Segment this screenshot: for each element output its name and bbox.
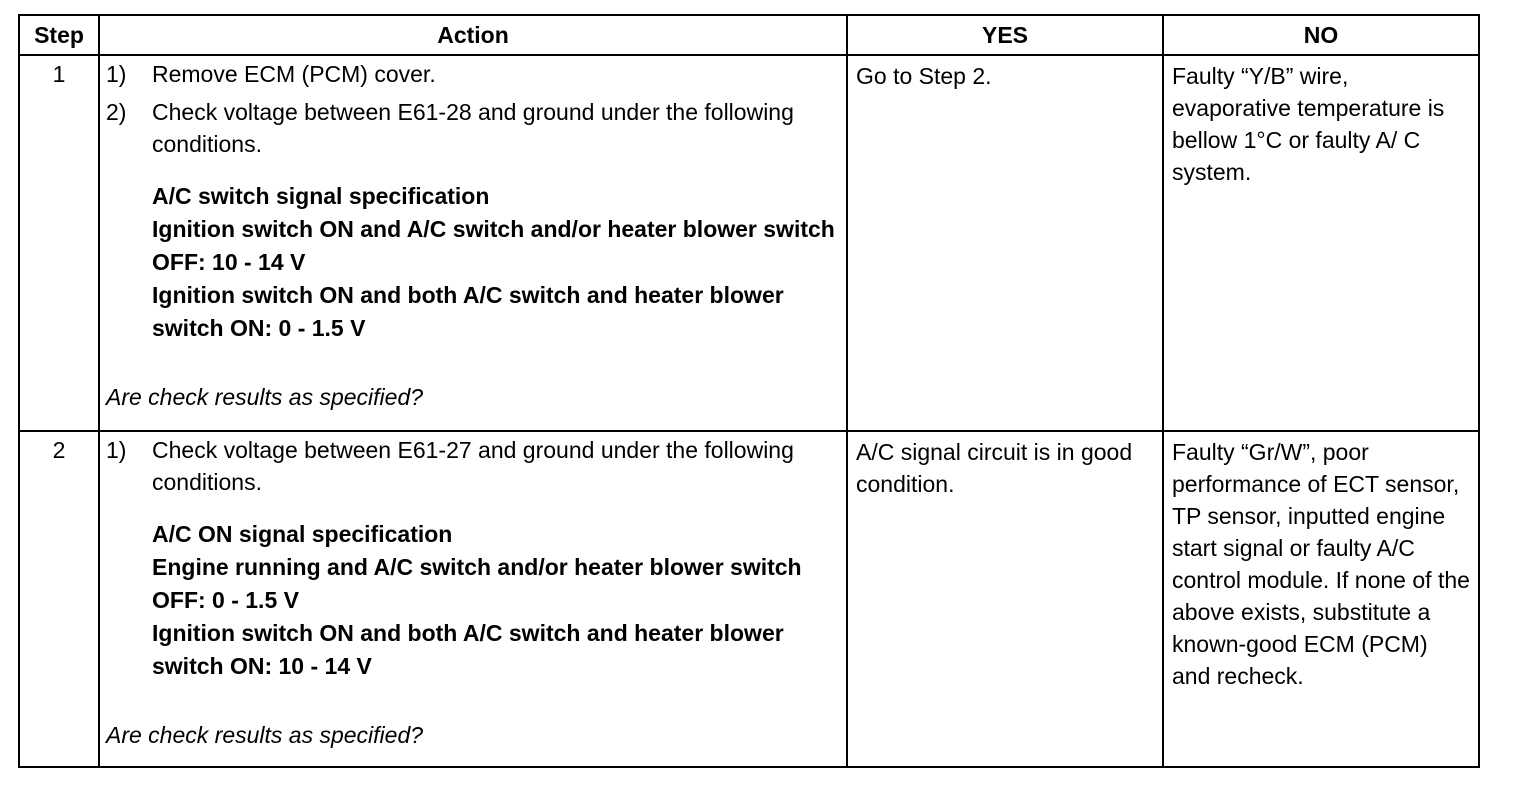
check-question: Are check results as specified?: [106, 384, 424, 410]
item-number: 1): [106, 437, 127, 463]
no-result: Faulty “Gr/W”, poor performance of ECT sensor, TP sensor, inputted engine start signal or faulty A/C control module. If none of the above exists, substitute a known-good ECM (PCM) and recheck.: [1163, 431, 1479, 767]
specification-title: A/C ON signal specification: [152, 521, 453, 547]
header-step: Step: [19, 15, 99, 55]
item-number: 1): [106, 61, 127, 87]
specification-line: Ignition switch ON and A/C switch and/or heater blower switch OFF: 10 - 14 V: [152, 216, 835, 275]
action-item: [106, 58, 838, 90]
troubleshooting-table: [18, 14, 1480, 768]
table-row: [19, 55, 1479, 431]
action-item: [106, 434, 838, 498]
item-text: Check voltage between E61-28 and ground under the following conditions.: [152, 99, 794, 157]
header-no: NO: [1163, 15, 1479, 55]
specification-line: Ignition switch ON and both A/C switch and heater blower switch ON: 10 - 14 V: [152, 620, 784, 679]
troubleshooting-table-container: [18, 14, 1480, 764]
action-cell: [99, 55, 847, 431]
step-number: 2: [19, 431, 99, 767]
specification-line: Ignition switch ON and both A/C switch and heater blower switch ON: 0 - 1.5 V: [152, 282, 784, 341]
step-number: 1: [19, 55, 99, 431]
item-number: 2): [106, 99, 127, 125]
specification-line: Engine running and A/C switch and/or heater blower switch OFF: 0 - 1.5 V: [152, 554, 802, 613]
yes-result: Go to Step 2.: [847, 55, 1163, 431]
table-row: [19, 431, 1479, 767]
header-yes: YES: [847, 15, 1163, 55]
yes-result: A/C signal circuit is in good condition.: [847, 431, 1163, 767]
check-question: Are check results as specified?: [106, 722, 424, 748]
item-text: Check voltage between E61-27 and ground under the following conditions.: [152, 437, 794, 495]
header-row: [19, 15, 1479, 55]
action-item: [106, 96, 838, 160]
item-text: Remove ECM (PCM) cover.: [152, 61, 436, 87]
action-cell: [99, 431, 847, 767]
header-action: Action: [99, 15, 847, 55]
specification-block: [152, 518, 838, 683]
specification-block: [152, 180, 838, 345]
no-result: Faulty “Y/B” wire, evaporative temperature is bellow 1°C or faulty A/ C system.: [1163, 55, 1479, 431]
specification-title: A/C switch signal specification: [152, 183, 490, 209]
